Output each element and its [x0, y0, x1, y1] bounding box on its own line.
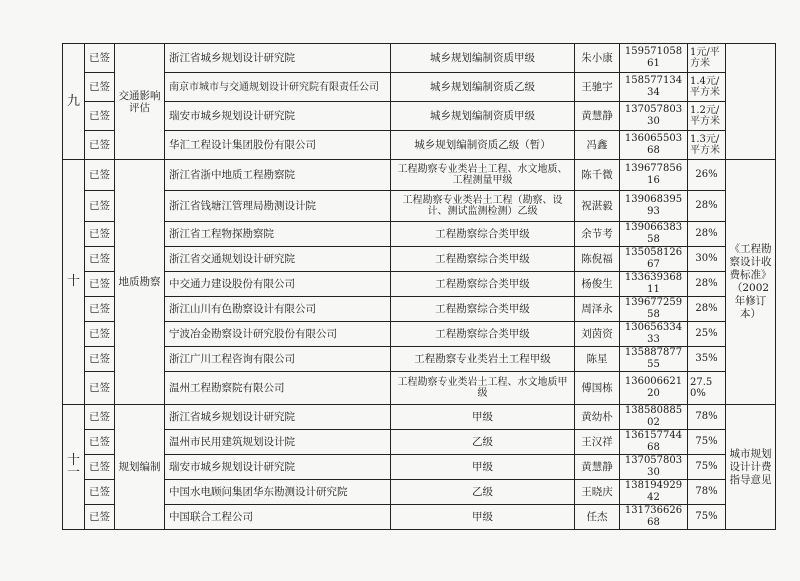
table-row — [63, 222, 776, 247]
rate-cell: 75% — [688, 505, 726, 530]
phone-cell: 15857713434 — [620, 73, 688, 102]
status-cell: 已签 — [85, 405, 115, 430]
status-cell: 已签 — [85, 505, 115, 530]
status-cell: 已签 — [85, 131, 115, 160]
organization-cell: 华汇工程设计集团股份有限公司 — [165, 131, 391, 160]
organization-cell: 浙江省钱塘江管理局勘测设计院 — [165, 191, 391, 222]
contact-person-cell: 王晓庆 — [575, 480, 620, 505]
phone-cell: 13967725958 — [620, 297, 688, 322]
phone-cell: 13588787755 — [620, 347, 688, 372]
phone-cell: 15957105861 — [620, 44, 688, 73]
rate-cell: 1.3元/平方米 — [688, 131, 726, 160]
rate-cell: 78% — [688, 480, 726, 505]
phone-cell: 13705780330 — [620, 102, 688, 131]
table-row — [63, 247, 776, 272]
qualification-cell: 工程勘察综合类甲级 — [391, 272, 575, 297]
contact-person-cell: 任杰 — [575, 505, 620, 530]
fee-basis-note — [726, 44, 776, 160]
table-row — [63, 73, 776, 102]
phone-cell: 13600662120 — [620, 372, 688, 405]
qualification-cell: 城乡规划编制资质乙级 — [391, 73, 575, 102]
contact-person-cell: 祝湛毅 — [575, 191, 620, 222]
qualification-cell: 甲级 — [391, 455, 575, 480]
contact-person-cell: 黄慧静 — [575, 102, 620, 131]
contact-person-cell: 黄幼朴 — [575, 405, 620, 430]
table-row — [63, 347, 776, 372]
qualification-cell: 乙级 — [391, 480, 575, 505]
qualification-cell: 工程勘察综合类甲级 — [391, 222, 575, 247]
category-cell: 交通影响评估 — [115, 44, 165, 160]
organization-cell: 中交通力建设股份有限公司 — [165, 272, 391, 297]
contact-person-cell: 周泽永 — [575, 297, 620, 322]
phone-cell: 13173662668 — [620, 505, 688, 530]
rate-cell: 25% — [688, 322, 726, 347]
phone-cell: 13967785616 — [620, 160, 688, 191]
phone-cell: 13363936811 — [620, 272, 688, 297]
contact-person-cell: 刘茵资 — [575, 322, 620, 347]
status-cell: 已签 — [85, 160, 115, 191]
table-row — [63, 44, 776, 73]
organization-cell: 浙江省城乡规划设计研究院 — [165, 405, 391, 430]
organization-cell: 瑞安市城乡规划设计研究院 — [165, 102, 391, 131]
table-row — [63, 405, 776, 430]
organization-cell: 浙江省工程物探勘察院 — [165, 222, 391, 247]
table-row — [63, 505, 776, 530]
section-number: 十 — [63, 160, 85, 405]
table-row — [63, 297, 776, 322]
organization-cell: 中国联合工程公司 — [165, 505, 391, 530]
qualification-cell: 工程勘察综合类甲级 — [391, 322, 575, 347]
status-cell: 已签 — [85, 455, 115, 480]
rate-cell: 35% — [688, 347, 726, 372]
rate-cell: 75% — [688, 455, 726, 480]
status-cell: 已签 — [85, 347, 115, 372]
rate-cell: 78% — [688, 405, 726, 430]
status-cell: 已签 — [85, 480, 115, 505]
table-row — [63, 480, 776, 505]
table-row — [63, 430, 776, 455]
qualification-cell: 城乡规划编制资质乙级（暂） — [391, 131, 575, 160]
qualification-cell: 工程勘察专业类岩土工程（勘察、设计、测试监测检测）乙级 — [391, 191, 575, 222]
rate-cell: 30% — [688, 247, 726, 272]
phone-cell: 13906638358 — [620, 222, 688, 247]
organization-cell: 温州工程勘察院有限公司 — [165, 372, 391, 405]
status-cell: 已签 — [85, 44, 115, 73]
table-row — [63, 131, 776, 160]
rate-cell: 1.2元/平方米 — [688, 102, 726, 131]
table-row — [63, 372, 776, 405]
status-cell: 已签 — [85, 73, 115, 102]
rate-cell: 28% — [688, 297, 726, 322]
phone-cell: 13615774468 — [620, 430, 688, 455]
status-cell: 已签 — [85, 297, 115, 322]
rate-cell: 75% — [688, 430, 726, 455]
phone-cell: 13505812667 — [620, 247, 688, 272]
phone-cell: 13606550368 — [620, 131, 688, 160]
organization-cell: 宁波冶金勘察设计研究股份有限公司 — [165, 322, 391, 347]
contact-person-cell: 陈千微 — [575, 160, 620, 191]
qualification-cell: 工程勘察专业类岩土工程、水文地质、工程测量甲级 — [391, 160, 575, 191]
contact-person-cell: 黄慧静 — [575, 455, 620, 480]
status-cell: 已签 — [85, 372, 115, 405]
phone-cell: 13858088502 — [620, 405, 688, 430]
status-cell: 已签 — [85, 272, 115, 297]
status-cell: 已签 — [85, 430, 115, 455]
qualification-cell: 城乡规划编制资质甲级 — [391, 102, 575, 131]
contract-table — [62, 43, 776, 530]
status-cell: 已签 — [85, 322, 115, 347]
contact-person-cell: 冯鑫 — [575, 131, 620, 160]
organization-cell: 南京市城市与交通规划设计研究院有限责任公司 — [165, 73, 391, 102]
qualification-cell: 工程勘察专业类岩土工程、水文地质甲级 — [391, 372, 575, 405]
qualification-cell: 工程勘察综合类甲级 — [391, 247, 575, 272]
status-cell: 已签 — [85, 247, 115, 272]
contact-person-cell: 杨俊生 — [575, 272, 620, 297]
contact-person-cell: 余节考 — [575, 222, 620, 247]
table-row — [63, 322, 776, 347]
rate-cell: 1元/平方米 — [688, 44, 726, 73]
status-cell: 已签 — [85, 222, 115, 247]
phone-cell: 13705780330 — [620, 455, 688, 480]
status-cell: 已签 — [85, 191, 115, 222]
table-row — [63, 191, 776, 222]
qualification-cell: 城乡规划编制资质甲级 — [391, 44, 575, 73]
fee-basis-note: 《工程勘察设计收费标准》（2002年修订本） — [726, 160, 776, 405]
category-cell: 规划编制 — [115, 405, 165, 530]
qualification-cell: 工程勘察综合类甲级 — [391, 297, 575, 322]
phone-cell: 13906839593 — [620, 191, 688, 222]
table-row — [63, 455, 776, 480]
qualification-cell: 甲级 — [391, 505, 575, 530]
contact-person-cell: 王汉祥 — [575, 430, 620, 455]
rate-cell: 28% — [688, 272, 726, 297]
contact-person-cell: 陈倪福 — [575, 247, 620, 272]
category-cell: 地质勘察 — [115, 160, 165, 405]
rate-cell: 26% — [688, 160, 726, 191]
contact-person-cell: 傅国栋 — [575, 372, 620, 405]
table-row — [63, 272, 776, 297]
rate-cell: 28% — [688, 222, 726, 247]
organization-cell: 浙江山川有色勘察设计有限公司 — [165, 297, 391, 322]
rate-cell: 28% — [688, 191, 726, 222]
organization-cell: 中国水电顾问集团华东勘测设计研究院 — [165, 480, 391, 505]
organization-cell: 浙江省浙中地质工程勘察院 — [165, 160, 391, 191]
table-row — [63, 160, 776, 191]
section-number: 九 — [63, 44, 85, 160]
phone-cell: 13819492942 — [620, 480, 688, 505]
contact-person-cell: 陈星 — [575, 347, 620, 372]
phone-cell: 13065633433 — [620, 322, 688, 347]
organization-cell: 浙江省城乡规划设计研究院 — [165, 44, 391, 73]
fee-basis-note: 城市规划设计计费指导意见 — [726, 405, 776, 530]
organization-cell: 温州市民用建筑规划设计院 — [165, 430, 391, 455]
organization-cell: 浙江省交通规划设计研究院 — [165, 247, 391, 272]
organization-cell: 瑞安市城乡规划设计研究院 — [165, 455, 391, 480]
qualification-cell: 乙级 — [391, 430, 575, 455]
qualification-cell: 工程勘察专业类岩土工程甲级 — [391, 347, 575, 372]
rate-cell: 27.50% — [688, 372, 726, 405]
organization-cell: 浙江广川工程咨询有限公司 — [165, 347, 391, 372]
contact-person-cell: 王驰宇 — [575, 73, 620, 102]
qualification-cell: 甲级 — [391, 405, 575, 430]
status-cell: 已签 — [85, 102, 115, 131]
section-number: 十一 — [63, 405, 85, 530]
contact-person-cell: 朱小康 — [575, 44, 620, 73]
table-body — [63, 44, 776, 530]
table-row — [63, 102, 776, 131]
rate-cell: 1.4元/平方米 — [688, 73, 726, 102]
